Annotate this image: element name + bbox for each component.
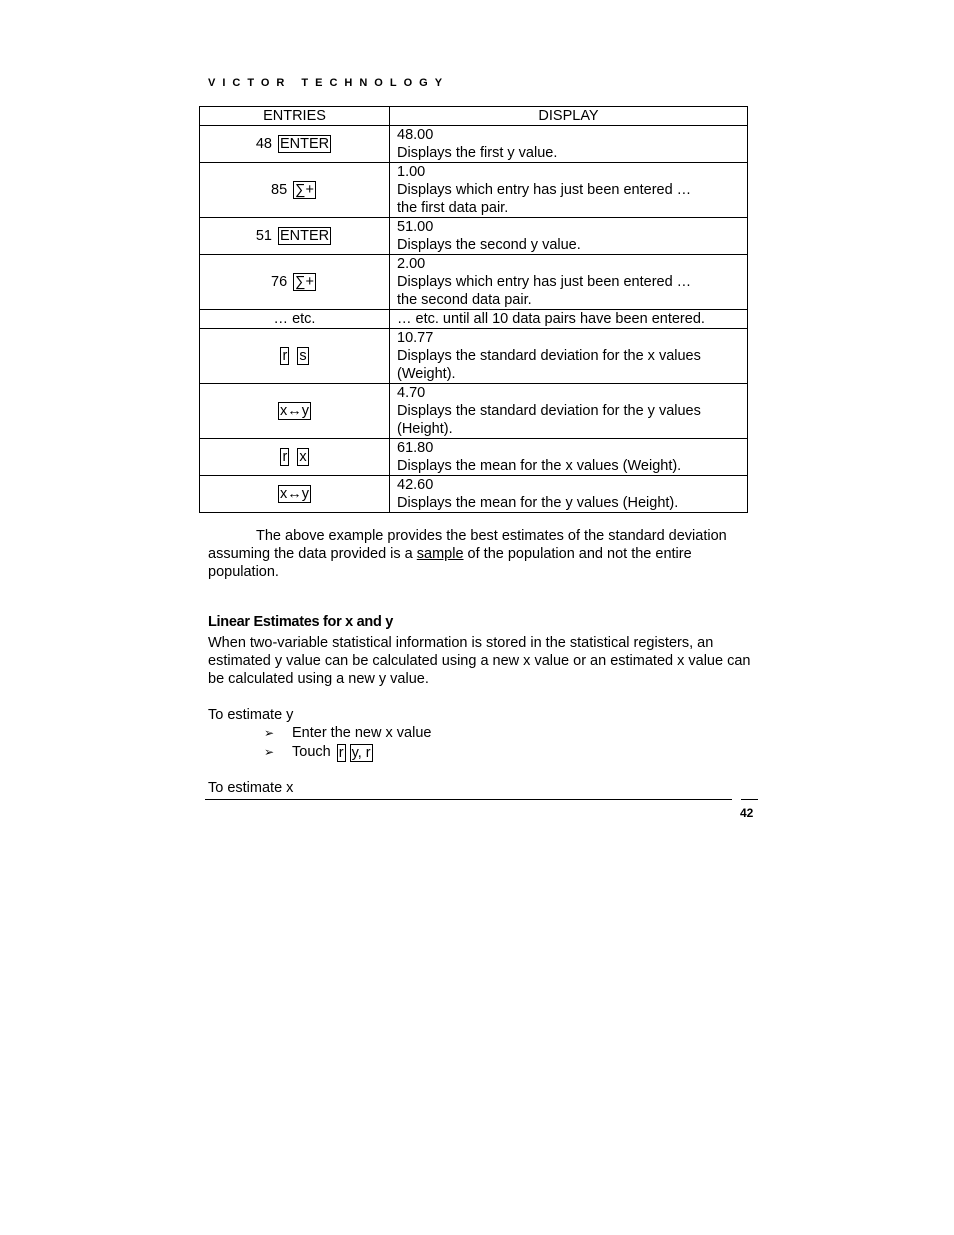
list-item [264,724,431,743]
table-row [200,476,748,513]
entry-cell [200,218,390,255]
calculator-key: ∑+ [295,182,314,198]
display-value: 48.00 [397,127,434,143]
display-description: Displays the standard deviation for the x values [397,348,701,364]
entry-cell [200,255,390,310]
entry-value: 51 [255,228,272,244]
table-body [200,126,748,513]
entry-cell [200,329,390,384]
display-description: Displays the second y value. [397,237,581,253]
display-description: Displays the mean for the y values (Height). [397,495,679,511]
entry-cell [200,126,390,163]
entry-cell [200,384,390,439]
display-value: 42.60 [397,477,434,493]
entry-cell [200,476,390,513]
running-header: VICTOR TECHNOLOGY [208,77,450,89]
display-description: Displays the standard deviation for the y values [397,403,701,419]
calculator-key: r [282,348,288,364]
keystroke-table [199,106,748,513]
calculator-key: ENTER [280,136,330,152]
display-description: Displays which entry has just been entered … [397,274,692,290]
page-number: 42 [740,806,754,820]
paragraph-text-before: The above example provides the best estimates of the standard deviation assuming the data provided is a [208,528,727,562]
calculator-key: x↔y [280,403,309,419]
display-description: Displays the mean for the x values (Weight). [397,458,682,474]
table-row [200,439,748,476]
arrow-bullet-icon: ➢ [264,745,275,759]
display-value: 51.00 [397,219,434,235]
section-body: When two-variable statistical information is stored in the statistical registers, an estimated y value can be calculated using a new x value or an estimated x value can be calculated using a new y value. [208,635,751,687]
calculator-key: x [299,449,307,465]
table-row [200,163,748,218]
display-cell [390,126,748,163]
display-value: 2.00 [397,256,426,272]
display-value: 1.00 [397,164,426,180]
display-value: 61.80 [397,440,434,456]
key-y-r: y, r [351,744,371,761]
table-row [200,126,748,163]
table-row [200,329,748,384]
display-description: Displays the first y value. [397,145,558,161]
display-description: Displays which entry has just been entered … [397,182,692,198]
display-description: the first data pair. [397,200,509,216]
display-cell [390,439,748,476]
display-value: 10.77 [397,330,434,346]
table-row [200,310,748,329]
paragraph-text-after: of the population and not the entire population. [208,546,692,580]
display-cell [390,255,748,310]
entry-cell [200,310,390,329]
table-row [200,384,748,439]
display-description: the second data pair. [397,292,532,308]
sample-note-paragraph [208,527,760,581]
display-column-header: DISPLAY [390,107,748,126]
calculator-key: ∑+ [295,274,314,290]
key-r: r [338,744,344,761]
page-number-rule [741,799,758,800]
step-enter-x: Enter the new x value [292,725,432,741]
table-header-row [200,107,748,126]
estimate-y-steps [264,724,431,762]
calculator-key: s [299,348,307,364]
display-value: 4.70 [397,385,426,401]
table-row [200,255,748,310]
display-cell [390,476,748,513]
display-cell [390,310,748,329]
display-cell [390,384,748,439]
entries-column-header: ENTRIES [200,107,390,126]
display-description: (Weight). [397,366,456,382]
section-heading: Linear Estimates for x and y [208,614,393,630]
entry-value: 48 [255,136,272,152]
entry-value: … etc. [273,311,316,327]
estimate-x-label: To estimate x [208,780,294,796]
estimate-y-label: To estimate y [208,707,294,723]
underlined-word: sample [416,546,464,562]
entry-value: 85 [271,182,288,198]
entry-cell [200,163,390,218]
entry-value: 76 [271,274,288,290]
table-row [200,218,748,255]
step-touch: Touch [292,744,331,760]
arrow-bullet-icon: ➢ [264,726,275,740]
calculator-key: ENTER [280,228,330,244]
display-cell [390,329,748,384]
footer-rule [205,799,732,800]
display-description: (Height). [397,421,453,437]
display-cell [390,163,748,218]
calculator-key: x↔y [280,486,309,502]
calculator-key: r [282,449,288,465]
list-item [264,743,431,762]
display-cell [390,218,748,255]
display-value: … etc. until all 10 data pairs have been entered. [397,311,705,327]
entry-cell [200,439,390,476]
